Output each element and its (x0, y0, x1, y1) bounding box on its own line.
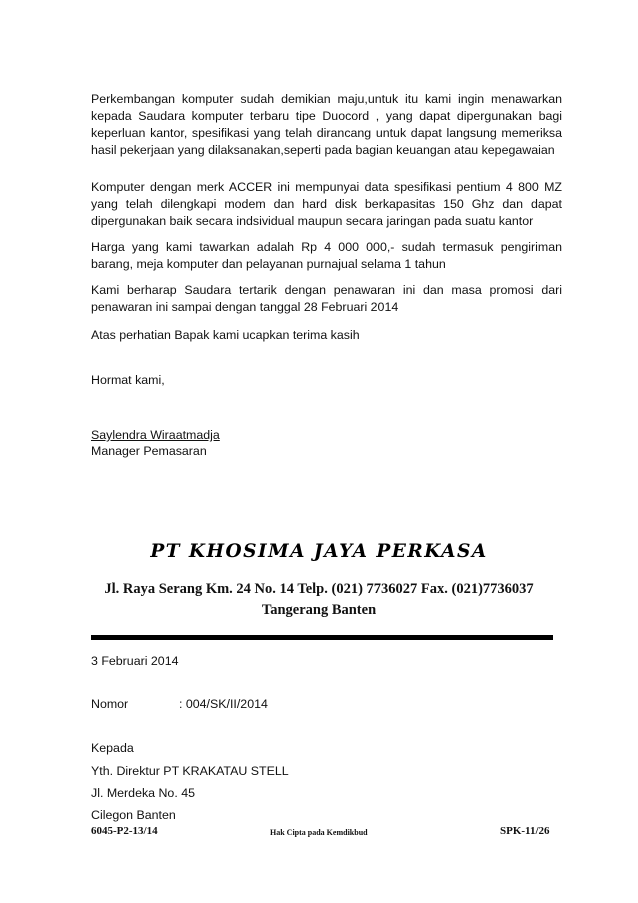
recipient-street: Jl. Merdeka No. 45 (91, 786, 195, 800)
footer-page-code: SPK-11/26 (500, 825, 550, 837)
paragraph-specifications: Komputer dengan merk ACCER ini mempunyai data spesifikasi pentium 4 800 MZ yang telah dilengkapi modem dan hard disk berkapasitas 150 Ghz dan dapat dipergunakan baik secara indsividual maupun secara jaringan pada suatu kantor (91, 180, 562, 228)
company-address: Jl. Raya Serang Km. 24 No. 14 Telp. (021) 7736027 Fax. (021)7736037 (104, 581, 534, 597)
recipient-kepada: Kepada (91, 741, 134, 755)
recipient-city: Cilegon Banten (91, 808, 176, 822)
footer-code: 6045-P2-13/14 (91, 825, 158, 837)
company-city: Tangerang Banten (261, 602, 377, 618)
signer-title: Manager Pemasaran (91, 444, 207, 458)
nomor-label: Nomor (91, 697, 129, 711)
nomor-value: : 004/SK/II/2014 (179, 697, 268, 711)
closing-salutation: Hormat kami, (91, 373, 165, 387)
paragraph-thanks: Atas perhatian Bapak kami ucapkan terima kasih (91, 328, 360, 342)
letter-date: 3 Februari 2014 (91, 654, 179, 668)
paragraph-promotion: Kami berharap Saudara tertarik dengan penawaran ini dan masa promosi dari penawaran ini sampai dengan tanggal 28 Februari 2014 (91, 283, 562, 314)
recipient-name: Yth. Direktur PT KRAKATAU STELL (91, 764, 289, 778)
signer-name: Saylendra Wiraatmadja (91, 428, 220, 442)
letterhead-divider (91, 635, 553, 640)
paragraph-offer-intro: Perkembangan komputer sudah demikian maju,untuk itu kami ingin menawarkan kepada Saudara komputer terbaru tipe Duocord , yang dapat dipergunakan bagi keperluan kantor, spesifikasi yang telah dirancang untuk dapat langsung memeriksa hasil pekerjaan yang dilaksanakan,seperti pada bagian keuangan atau kepegawaian (91, 92, 562, 157)
paragraph-price: Harga yang kami tawarkan adalah Rp 4 000 000,- sudah termasuk pengiriman barang, meja komputer dan pelayanan purnajual selama 1 tahun (91, 240, 562, 271)
footer-copyright: Hak Cipta pada Kemdikbud (270, 828, 368, 837)
company-name: PT KHOSIMA JAYA PERKASA (150, 541, 488, 562)
